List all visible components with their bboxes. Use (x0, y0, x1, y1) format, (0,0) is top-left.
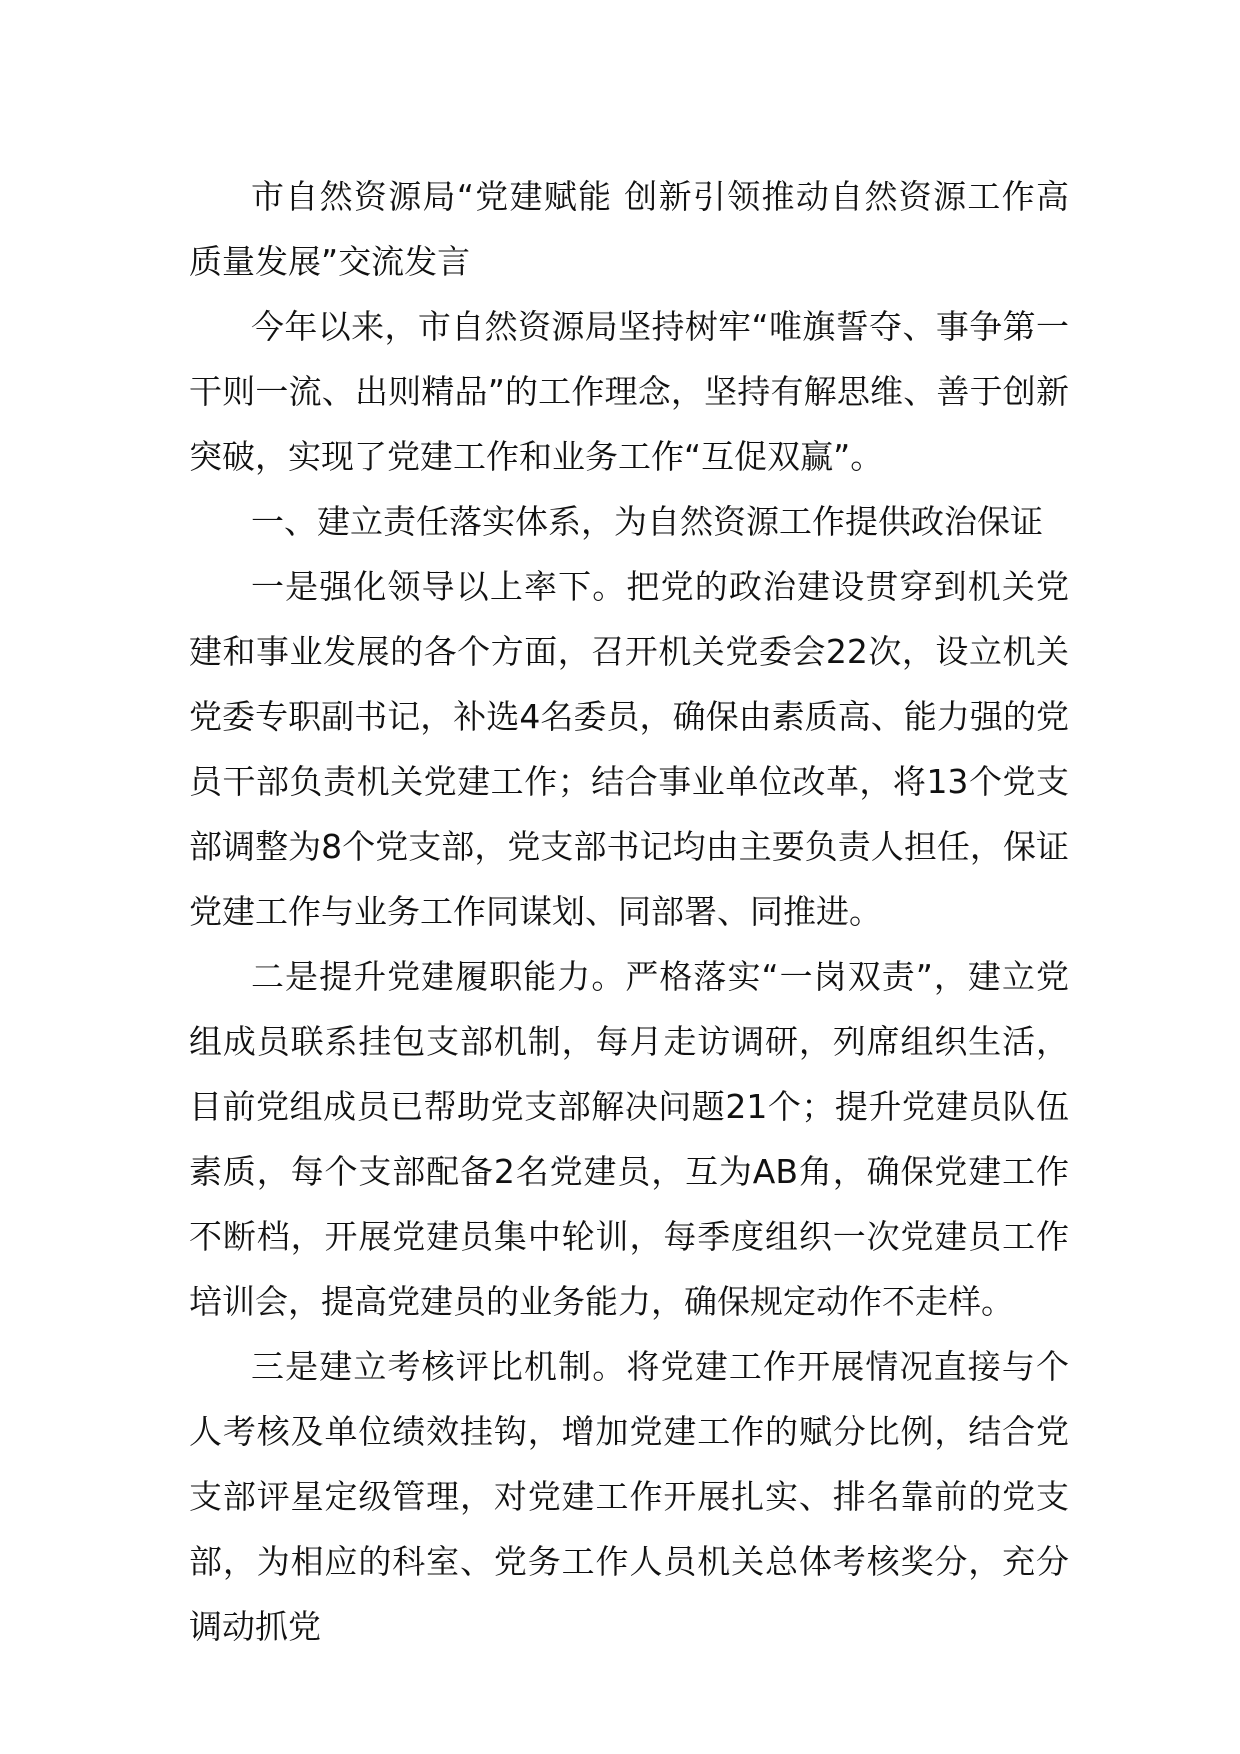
section-heading: 一、建立责任落实体系，为自然资源工作提供政治保证 (251, 502, 1043, 541)
document-title: 市自然资源局“党建赋能 创新引领推动自然资源工作高质量发展”交流发言 (189, 177, 1069, 281)
paragraph-assessment: 三是建立考核评比机制。将党建工作开展情况直接与个人考核及单位绩效挂钩，增加党建工作的赋分比例，结合党支部评星定级管理，对党建工作开展扎实、排名靠前的党支部，为相应的科室、党务工作人员机关总体考核奖分，充分调动抓党 (189, 1347, 1069, 1646)
document-body (189, 164, 1069, 1659)
paragraph-leadership: 一是强化领导以上率下。把党的政治建设贯穿到机关党建和事业发展的各个方面，召开机关党委会22次，设立机关党委专职副书记，补选4名委员，确保由素质高、能力强的党员干部负责机关党建工作；结合事业单位改革，将13个党支部调整为8个党支部，党支部书记均由主要负责人担任，保证党建工作与业务工作同谋划、同部署、同推进。 (189, 567, 1069, 931)
paragraph-capability: 二是提升党建履职能力。严格落实“一岗双责”，建立党组成员联系挂包支部机制，每月走访调研，列席组织生活，目前党组成员已帮助党支部解决问题21个；提升党建员队伍素质，每个支部配备2名党建员，互为AB角，确保党建工作不断档，开展党建员集中轮训，每季度组织一次党建员工作培训会，提高党建员的业务能力，确保规定动作不走样。 (189, 957, 1069, 1321)
intro-paragraph: 今年以来，市自然资源局坚持树牢“唯旗誓夺、事争第一干则一流、出则精品”的工作理念，坚持有解思维、善于创新突破，实现了党建工作和业务工作“互促双赢”。 (189, 307, 1069, 476)
